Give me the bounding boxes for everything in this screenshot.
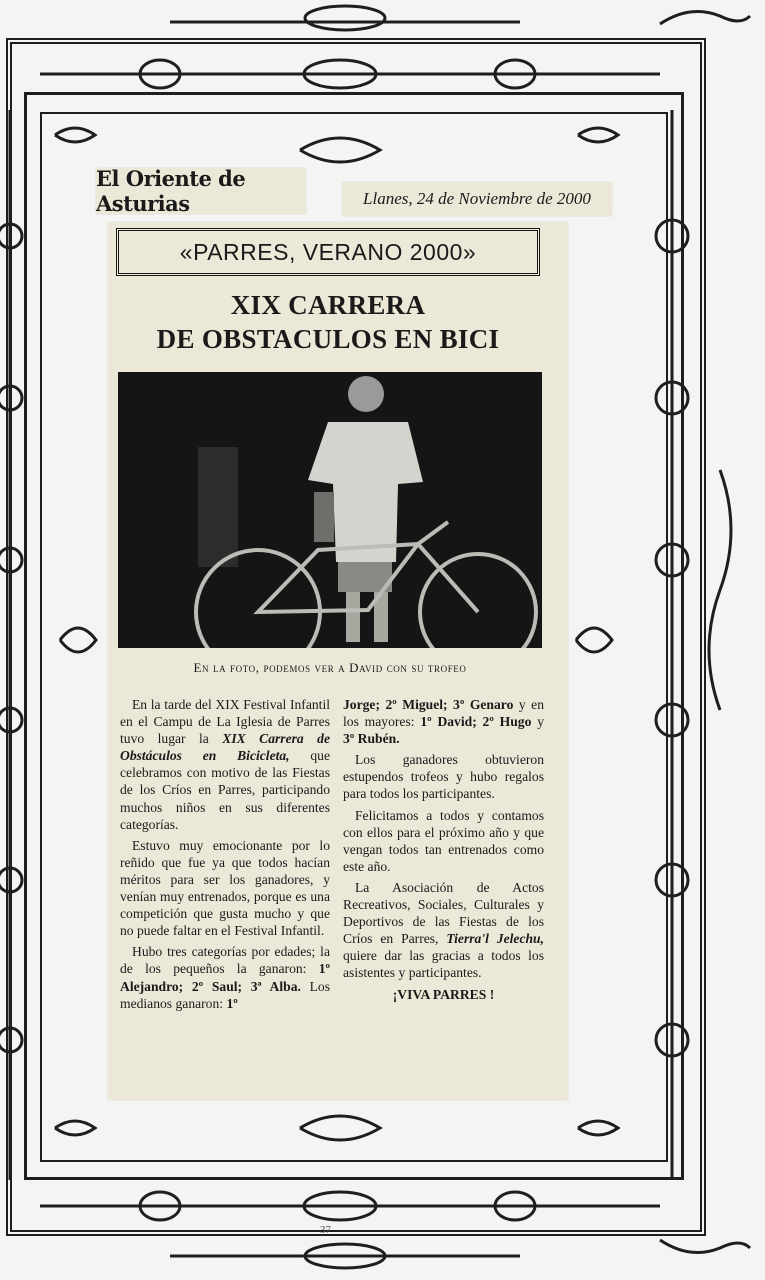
winners-senior-third: 3º Rubén. [343, 731, 400, 747]
text-run: Los medianos ganaron: [120, 978, 330, 1011]
text-run: quiere dar las gracias a todos los asistentes y participantes. [343, 948, 544, 981]
article-photo [118, 372, 542, 648]
winners-medium: Jorge; 2º Miguel; 3º Genaro [343, 697, 514, 712]
paragraph: Los ganadores obtuvieron estupendos trofeos y hubo regalos para todos los participantes. [343, 752, 544, 802]
bicycle-photo-icon [118, 372, 542, 648]
race-name: XIX Carrera de Obstáculos en Bicicleta, [120, 731, 330, 764]
association-name: Tierra'l Jelechu, [446, 931, 544, 947]
paragraph [120, 943, 330, 1011]
text-run: que celebramos con motivo de las Fiestas de los Críos en Parres, participando muchos niños en sus diferentes categorías. [120, 748, 330, 832]
text-run: La Asociación de Actos Recreativos, Sociales, Culturales y Deportivos de las Fiestas de los Críos en Parres, [343, 879, 544, 947]
paragraph [343, 696, 544, 747]
section-title: «PARRES, VERANO 2000» [116, 228, 540, 276]
paragraph [120, 696, 330, 833]
article-column-2 [343, 696, 544, 1007]
headline-line-2: DE OBSTACULOS EN BICI [156, 324, 500, 354]
article-headline [116, 288, 540, 356]
text-run: y [531, 714, 544, 730]
closing-line: ¡VIVA PARRES ! [392, 986, 495, 1002]
text-run: y en los mayores: [343, 697, 544, 730]
headline-line-1: XIX CARRERA [230, 290, 426, 320]
paragraph: Felicitamos a todos y contamos con ellos para el próximo año y que vengan todos tan entrenados como este año. [343, 807, 544, 874]
article-column-1 [120, 696, 330, 1016]
text-run: En la tarde del XIX Festival Infantil en el Campu de La Iglesia de Parres tuvo lugar la [120, 697, 330, 747]
text-run: Hubo tres categorías por edades; la de los pequeños la ganaron: [120, 944, 330, 977]
page-number: 37 [320, 1224, 331, 1236]
photo-caption: En la foto, podemos ver a David con su trofeo [193, 660, 467, 675]
paragraph [343, 879, 544, 982]
dateline: Llanes, 24 de Noviembre de 2000 [342, 182, 612, 216]
winners-senior: 1º David; 2º Hugo [420, 714, 532, 730]
paragraph: Estuvo muy emocionante por lo reñido que fue ya que todos hacían méritos para ser los ganadores, y venían muy entrenados, porque es una competición que gusta mucho y que no puede faltar en el Festival Infantil. [120, 837, 330, 939]
winners-small: 1º Alejandro; 2º Saul; 3ª Alba. [120, 961, 330, 994]
winners-medium-start: 1º [226, 995, 238, 1011]
newspaper-masthead: El Oriente de Asturias [96, 168, 306, 214]
